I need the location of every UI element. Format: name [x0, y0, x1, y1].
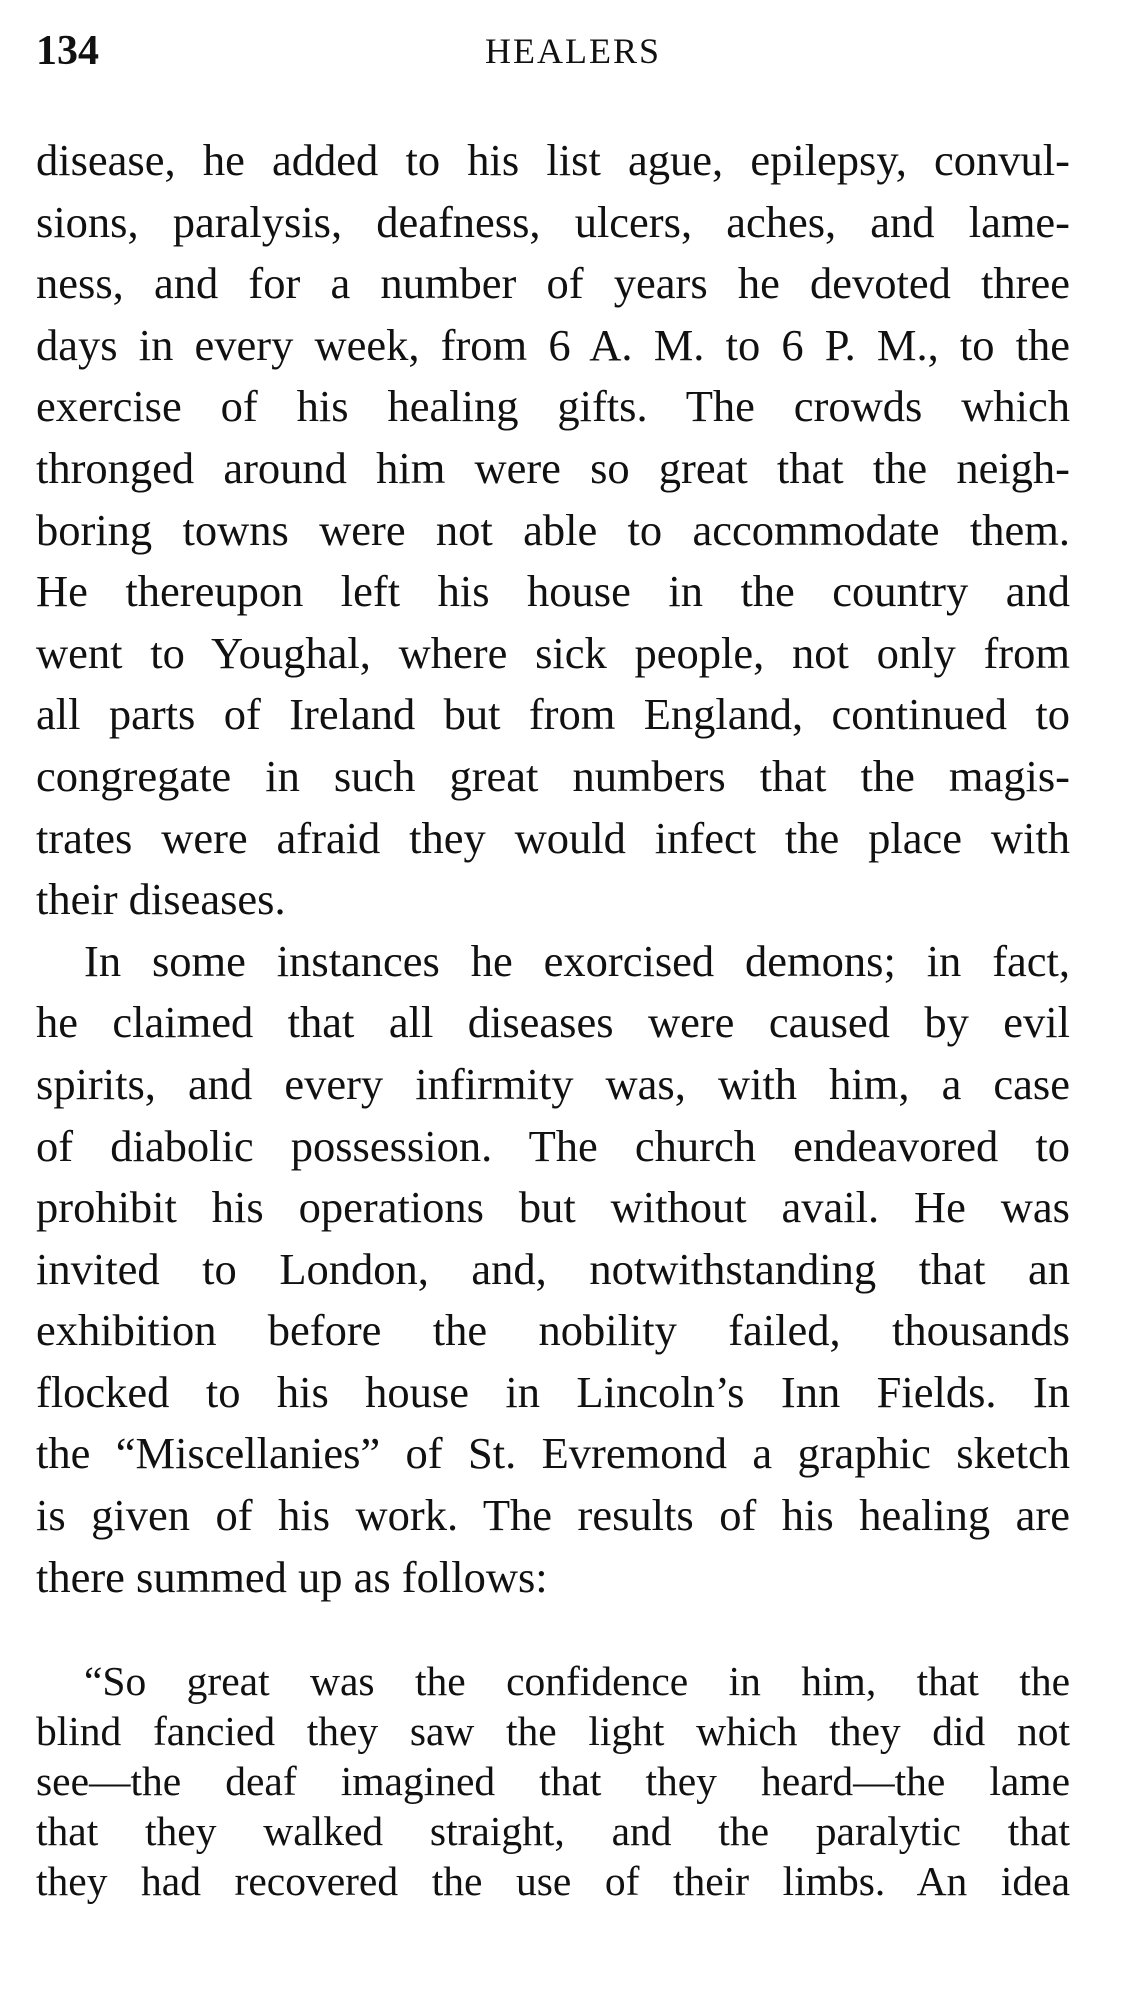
text-line: he claimed that all diseases were caused by evil [36, 997, 1070, 1048]
text-line: exercise of his healing gifts. The crowds which [36, 381, 1070, 432]
text-line: ness, and for a number of years he devoted three [36, 258, 1070, 309]
page-number: 134 [36, 28, 99, 74]
text-line: invited to London, and, notwithstanding that an [36, 1243, 1070, 1294]
text-line: of diabolic possession. The church endeavored to [36, 1120, 1070, 1171]
text-line: trates were afraid they would infect the place with [36, 812, 1070, 863]
text-line: thronged around him were so great that the neigh- [36, 442, 1070, 493]
text-line: exhibition before the nobility failed, thousands [36, 1305, 1070, 1356]
text-line: all parts of Ireland but from England, continued to [36, 689, 1070, 740]
text-line: spirits, and every infirmity was, with him, a case [36, 1058, 1070, 1109]
text-line: congregate in such great numbers that the magis- [36, 750, 1070, 801]
block-quote [36, 1656, 1070, 1906]
text-line: their diseases. [36, 874, 286, 925]
body-text [36, 130, 1070, 1608]
quote-line: see—the deaf imagined that they heard—the lame [36, 1758, 1070, 1804]
paragraph-2 [36, 931, 1070, 1609]
text-line: disease, he added to his list ague, epilepsy, convul- [36, 135, 1070, 185]
quote-line: that they walked straight, and the paralytic that [36, 1808, 1070, 1854]
text-line: He thereupon left his house in the country and [36, 566, 1070, 617]
text-line: In some instances he exorcised demons; in fact, [84, 935, 1070, 986]
text-line: flocked to his house in Lincoln’s Inn Fields. In [36, 1366, 1070, 1417]
text-line: sions, paralysis, deafness, ulcers, aches, and lame- [36, 196, 1070, 247]
running-head: HEALERS [485, 31, 661, 71]
text-line: is given of his work. The results of his healing are [36, 1490, 1070, 1541]
text-line: boring towns were not able to accommodate them. [36, 504, 1070, 555]
quote-line: they had recovered the use of their limbs. An idea [36, 1858, 1070, 1904]
quote-line: “So great was the confidence in him, that the [84, 1658, 1070, 1704]
page-header [36, 26, 1070, 76]
text-line: prohibit his operations but without avail. He was [36, 1182, 1070, 1233]
quote-line: blind fancied they saw the light which they did not [36, 1708, 1070, 1754]
text-line: days in every week, from 6 A. M. to 6 P. M., to the [36, 319, 1070, 370]
paragraph-1 [36, 130, 1070, 931]
text-line: there summed up as follows: [36, 1551, 548, 1602]
text-line: the “Miscellanies” of St. Evremond a graphic sketch [36, 1428, 1070, 1479]
text-line: went to Youghal, where sick people, not only from [36, 627, 1070, 678]
